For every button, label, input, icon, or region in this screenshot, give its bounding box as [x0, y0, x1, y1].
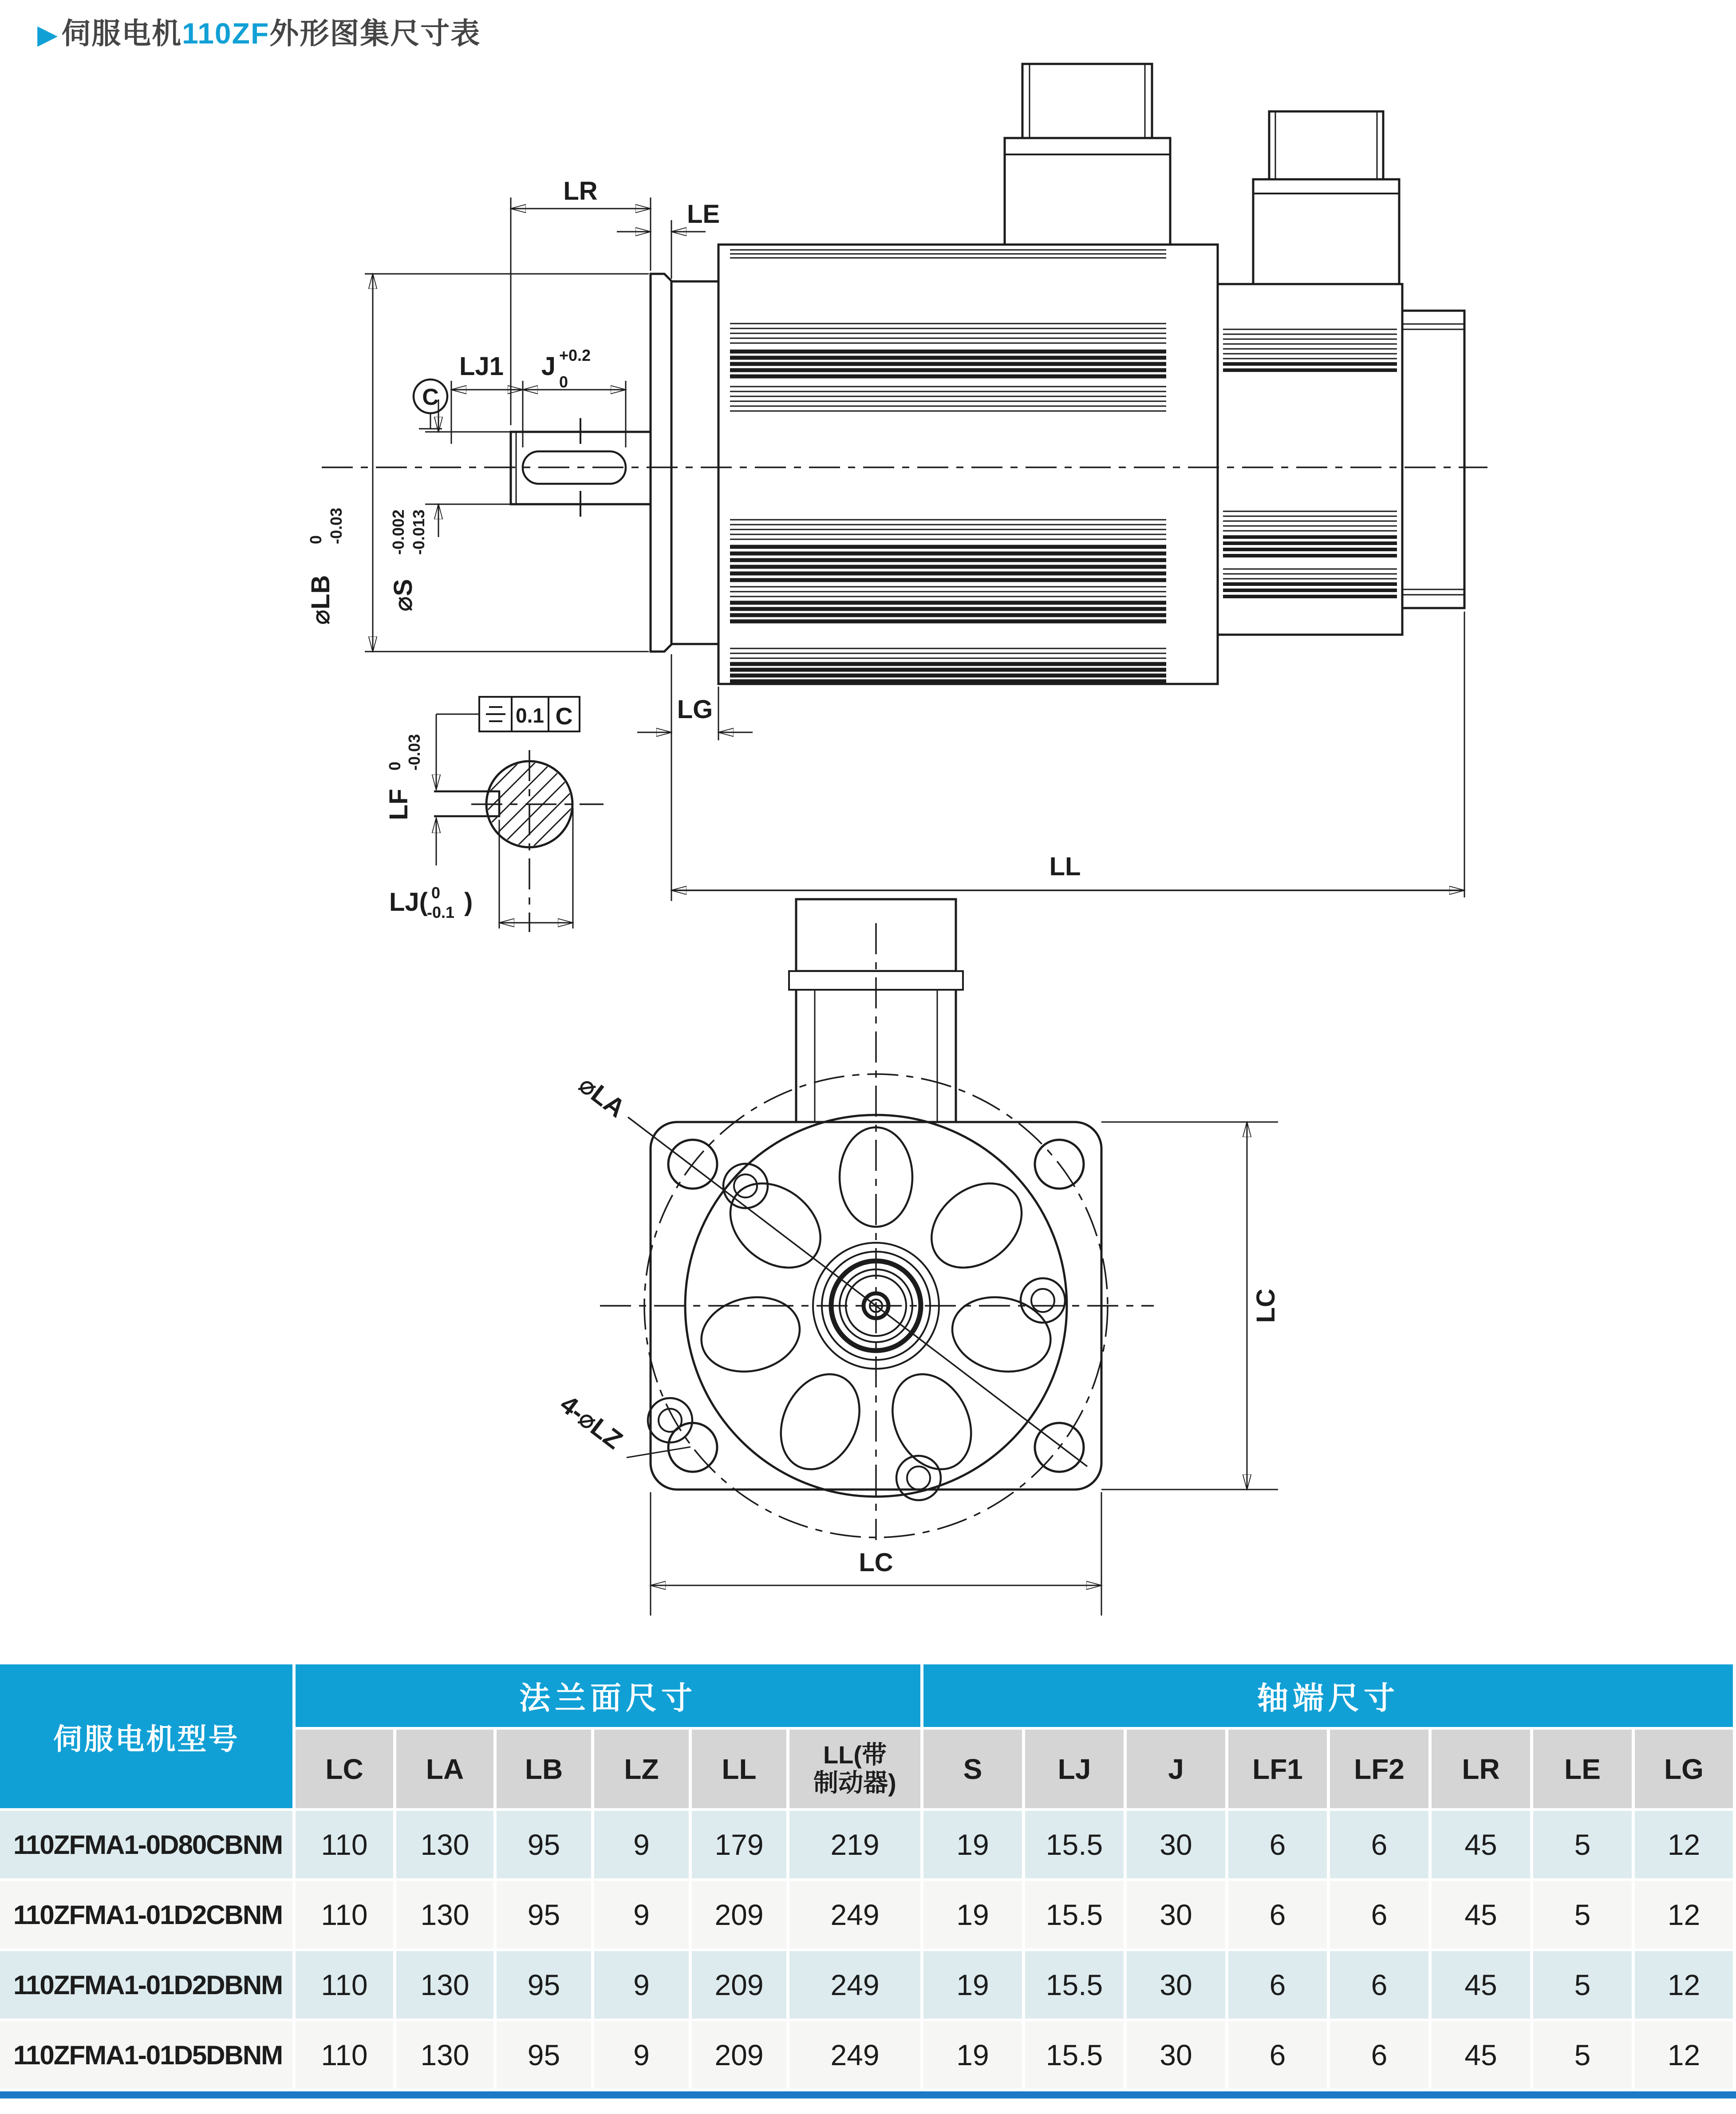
value-cell: 219 [789, 1811, 923, 1881]
col-header-ll-brake-line2: 制动器) [813, 1768, 896, 1797]
label-le: LE [687, 200, 720, 229]
table-group-flange: 法兰面尺寸 [296, 1664, 923, 1730]
label-lj1: LJ1 [459, 352, 504, 381]
col-header-lr: LR [1432, 1730, 1533, 1811]
value-cell: 6 [1330, 2021, 1432, 2091]
value-cell: 95 [497, 1811, 594, 1881]
label-s-sup: -0.002 [389, 509, 407, 555]
value-cell: 5 [1533, 2021, 1635, 2091]
value-cell: 249 [789, 1951, 923, 2021]
title-part1: 伺服电机 [61, 17, 182, 50]
label-datum-c: C [422, 384, 439, 410]
title-part2: 外形图集尺寸表 [269, 17, 481, 50]
label-lj-sub: -0.1 [427, 903, 455, 921]
value-cell: 6 [1228, 1881, 1330, 1951]
model-cell: 110ZFMA1-0D80CBNM [0, 1811, 296, 1881]
label-lj-close: ) [464, 888, 473, 917]
value-cell: 15.5 [1025, 1951, 1127, 2021]
value-cell: 249 [789, 1881, 923, 1951]
value-cell: 110 [296, 1881, 396, 1951]
value-cell: 130 [396, 1881, 497, 1951]
value-cell: 130 [396, 1811, 497, 1881]
label-ll: LL [1049, 852, 1081, 881]
value-cell: 15.5 [1025, 2021, 1127, 2091]
side-view [306, 64, 1487, 901]
col-header-lb: LB [497, 1730, 594, 1811]
col-header-le: LE [1533, 1730, 1635, 1811]
value-cell: 6 [1330, 1951, 1432, 2021]
label-lr: LR [563, 177, 598, 205]
value-cell: 9 [594, 2021, 692, 2091]
value-cell: 209 [692, 2021, 789, 2091]
value-cell: 45 [1432, 1881, 1533, 1951]
dim-s [389, 399, 511, 612]
col-header-j: J [1127, 1730, 1228, 1811]
value-cell: 45 [1432, 2021, 1533, 2091]
col-header-lf2: LF2 [1330, 1730, 1432, 1811]
label-j-sup: +0.2 [559, 346, 591, 364]
label-la: ⌀LA [573, 1070, 631, 1123]
table-group-shaft: 轴端尺寸 [923, 1664, 1736, 1730]
table-bottom-bar [0, 2091, 1736, 2098]
model-cell: 110ZFMA1-01D2CBNM [0, 1881, 296, 1951]
value-cell: 15.5 [1025, 1811, 1127, 1881]
value-cell: 6 [1228, 1811, 1330, 1881]
value-cell: 45 [1432, 1811, 1533, 1881]
value-cell: 130 [396, 2021, 497, 2091]
label-lg: LG [677, 695, 713, 724]
value-cell: 9 [594, 1811, 692, 1881]
dim-lf [384, 714, 436, 865]
motor-dimension-drawing [0, 49, 1736, 1664]
feature-control-frame [436, 697, 580, 731]
label-lz: 4-⌀LZ [555, 1389, 628, 1455]
col-header-la: LA [396, 1730, 497, 1811]
value-cell: 6 [1330, 1881, 1432, 1951]
label-j-sub: 0 [559, 373, 568, 391]
col-header-ll: LL [692, 1730, 789, 1811]
col-header-lc: LC [296, 1730, 396, 1811]
value-cell: 95 [497, 1951, 594, 2021]
col-header-ll-brake [789, 1730, 923, 1811]
value-cell: 249 [789, 2021, 923, 2091]
col-header-lj: LJ [1025, 1730, 1127, 1811]
value-cell: 110 [296, 2021, 396, 2091]
dim-lg [637, 654, 753, 901]
value-cell: 30 [1127, 2021, 1228, 2091]
value-cell: 9 [594, 1881, 692, 1951]
value-cell: 9 [594, 1951, 692, 2021]
label-lj: LJ( [389, 888, 428, 917]
motor-body [718, 245, 1218, 684]
value-cell: 6 [1228, 1951, 1330, 2021]
dim-lr [511, 177, 651, 425]
dimension-table [0, 1664, 1736, 2091]
fcf-tolerance: 0.1 [516, 704, 544, 727]
dim-lj [389, 808, 573, 929]
value-cell: 12 [1635, 1881, 1736, 1951]
value-cell: 6 [1228, 2021, 1330, 2091]
col-header-lz: LZ [594, 1730, 692, 1811]
value-cell: 19 [923, 2021, 1025, 2091]
value-cell: 30 [1127, 1811, 1228, 1881]
value-cell: 5 [1533, 1811, 1635, 1881]
encoder-section [1218, 284, 1464, 635]
label-s: ⌀S [389, 579, 418, 612]
value-cell: 5 [1533, 1881, 1635, 1951]
front-view [555, 899, 1280, 1616]
datum-c [414, 379, 447, 429]
hatching [404, 746, 651, 861]
label-lb-sub: -0.03 [327, 507, 345, 544]
front-endbell [671, 281, 718, 644]
label-lf: LF [384, 789, 413, 820]
value-cell: 12 [1635, 1951, 1736, 2021]
value-cell: 30 [1127, 1951, 1228, 2021]
label-lf-sup: 0 [386, 761, 404, 771]
col-header-lg: LG [1635, 1730, 1736, 1811]
col-header-lf1: LF1 [1228, 1730, 1330, 1811]
page-title [37, 10, 481, 52]
title-model: 110ZF [182, 17, 270, 50]
flange [651, 274, 671, 652]
model-cell: 110ZFMA1-01D2DBNM [0, 1951, 296, 2021]
value-cell: 6 [1330, 1811, 1432, 1881]
shaft-section-view [384, 697, 651, 932]
encoder-connector [1253, 111, 1399, 284]
title-arrow-icon: ▶ [37, 20, 59, 49]
value-cell: 30 [1127, 1881, 1228, 1951]
value-cell: 130 [396, 1951, 497, 2021]
value-cell: 5 [1533, 1951, 1635, 2021]
col-header-s: S [923, 1730, 1025, 1811]
value-cell: 19 [923, 1811, 1025, 1881]
value-cell: 209 [692, 1951, 789, 2021]
label-lb-sup: 0 [307, 535, 325, 544]
value-cell: 209 [692, 1881, 789, 1951]
dim-le [617, 200, 720, 279]
value-cell: 19 [923, 1951, 1025, 2021]
value-cell: 179 [692, 1811, 789, 1881]
value-cell: 110 [296, 1811, 396, 1881]
label-lc-bottom: LC [859, 1548, 893, 1577]
fcf-datum: C [555, 703, 573, 730]
value-cell: 12 [1635, 2021, 1736, 2091]
label-lb: ⌀LB [306, 575, 335, 625]
value-cell: 15.5 [1025, 1881, 1127, 1951]
value-cell: 110 [296, 1951, 396, 2021]
col-header-ll-brake-line1: LL(带 [823, 1740, 887, 1769]
value-cell: 95 [497, 1881, 594, 1951]
power-connector [1005, 64, 1170, 245]
label-s-sub: -0.013 [410, 509, 428, 555]
label-j: J [541, 352, 556, 381]
label-lf-sub: -0.03 [405, 734, 423, 771]
value-cell: 45 [1432, 1951, 1533, 2021]
value-cell: 19 [923, 1881, 1025, 1951]
value-cell: 12 [1635, 1811, 1736, 1881]
model-cell: 110ZFMA1-01D5DBNM [0, 2021, 296, 2091]
value-cell: 95 [497, 2021, 594, 2091]
label-lj-sup: 0 [431, 884, 441, 902]
table-model-header: 伺服电机型号 [0, 1664, 296, 1811]
label-lc-right: LC [1251, 1288, 1280, 1323]
